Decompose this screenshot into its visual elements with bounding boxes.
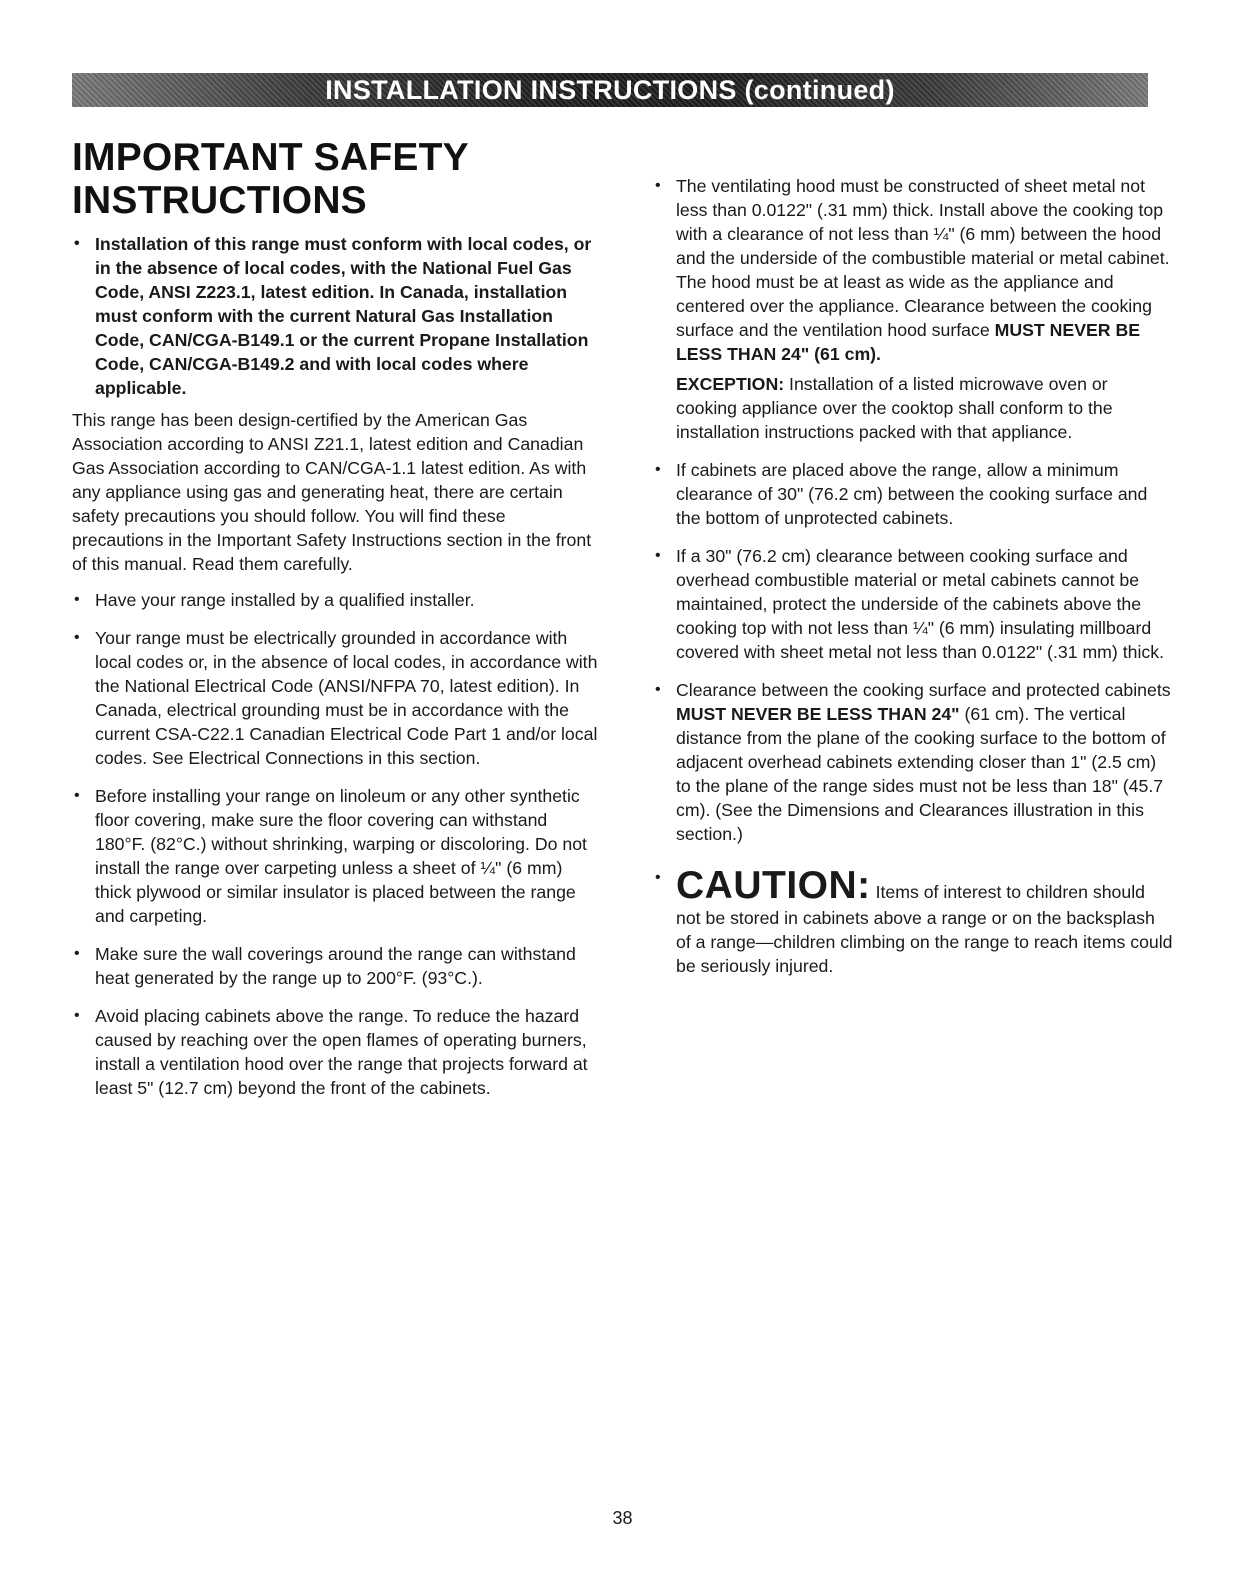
list-item-hood	[653, 174, 1173, 366]
protected-text-post: (61 cm). The vertical distance from the plane of the cooking surface to the bottom of adjacent overhead cabinets extending closer than 1" (2.5 cm) to the plane of the range sides must not be less than 18" (45.7 cm). (See the Dimensions and Clearances illustration in this section.)	[676, 704, 1166, 844]
list-item: • If cabinets are placed above the range, allow a minimum clearance of 30" (76.2 cm) between the cooking surface and the bottom of unprotected cabinets.	[653, 458, 1173, 530]
code-conformance-list	[72, 232, 600, 400]
safety-list-right	[653, 174, 1173, 366]
list-item: • Have your range installed by a qualified installer.	[72, 588, 600, 612]
heading-line-2: INSTRUCTIONS	[72, 179, 367, 222]
caution-item	[653, 866, 1173, 978]
list-item: • Before installing your range on linoleum or any other synthetic floor covering, make sure the floor covering can withstand 180°F. (82°C.) without shrinking, warping or discoloring. Do not install the range over carpeting unless a sheet of ¼" (6 mm) thick plywood or similar insulator is placed between the range and carpeting.	[72, 784, 600, 928]
section-banner	[72, 73, 1148, 107]
list-item: • Avoid placing cabinets above the range. To reduce the hazard caused by reaching over the open flames of operating burners, install a ventilation hood over the range that projects forward at least 5" (12.7 cm) beyond the front of the cabinets.	[72, 1004, 600, 1100]
list-item: • Your range must be electrically grounded in accordance with local codes or, in the absence of local codes, in accordance with the National Electrical Code (ANSI/NFPA 70, latest edition). In Canada, electrical grounding must be in accordance with the current CSA-C22.1 Canadian Electrical Code Part 1 and/or local codes. See Electrical Connections in this section.	[72, 626, 600, 770]
hood-text: The ventilating hood must be constructed of sheet metal not less than 0.0122" (.31 mm) thick. Install above the cooking top with a clearance of not less than ¼" (6 mm) between the hood and the underside of the combustible material or metal cabinet. The hood must be at least as wide as the appliance and centered over the appliance. Clearance between the cooking surface and the ventilation hood surface	[676, 176, 1170, 340]
exception-text: Installation of a listed microwave oven or cooking appliance over the cooktop shall conform to the installation instructions packed with that appliance.	[676, 374, 1113, 442]
list-item-protected	[653, 678, 1173, 846]
safety-list-right-2	[653, 458, 1173, 978]
page-number: 38	[612, 1508, 633, 1528]
protected-text-pre: Clearance between the cooking surface and protected cabinets	[676, 680, 1171, 700]
caution-text: should not be stored in cabinets above a range or on the backsplash of a range—children climbing on the range to reach items could be seriously injured.	[676, 882, 1173, 976]
exception-paragraph	[653, 372, 1173, 444]
safety-list-left	[72, 588, 600, 1100]
exception-label: EXCEPTION:	[676, 374, 785, 394]
code-conformance-item: • Installation of this range must conform with local codes, or in the absence of local codes, with the National Fuel Gas Code, ANSI Z223.1, latest edition. In Canada, installation must conform with the current Natural Gas Installation Code, CAN/CGA-B149.1 or the current Propane Installation Code, CAN/CGA-B149.2 and with local codes where applicable.	[72, 232, 600, 400]
list-item: • If a 30" (76.2 cm) clearance between cooking surface and overhead combustible material or metal cabinets cannot be maintained, protect the underside of the cabinets above the cooking top with not less than ¼" (6 mm) insulating millboard covered with sheet metal not less than 0.0122" (.31 mm) thick.	[653, 544, 1173, 664]
banner-title: INSTALLATION INSTRUCTIONS (continued)	[325, 74, 895, 105]
list-item: • Make sure the wall coverings around the range can withstand heat generated by the range up to 200°F. (93°C.).	[72, 942, 600, 990]
caution-lead: Items of interest to children	[875, 882, 1088, 902]
protected-warning: MUST NEVER BE LESS THAN 24"	[676, 704, 960, 724]
intro-paragraph: This range has been design-certified by the American Gas Association according to ANSI Z21.1, latest edition and Canadian Gas Association according to CAN/CGA-1.1 latest edition. As with any appliance using gas and generating heat, there are certain safety precautions you should follow. You will find these precautions in the Important Safety Instructions section in the front of this manual. Read them carefully.	[72, 410, 592, 574]
left-column	[72, 136, 600, 1114]
hood-warning: MUST NEVER BE LESS THAN 24" (61 cm).	[676, 320, 1141, 364]
right-column	[653, 174, 1173, 992]
heading-line-1: IMPORTANT SAFETY	[72, 136, 469, 179]
caution-label: CAUTION:	[676, 864, 871, 907]
page-heading	[72, 136, 600, 222]
